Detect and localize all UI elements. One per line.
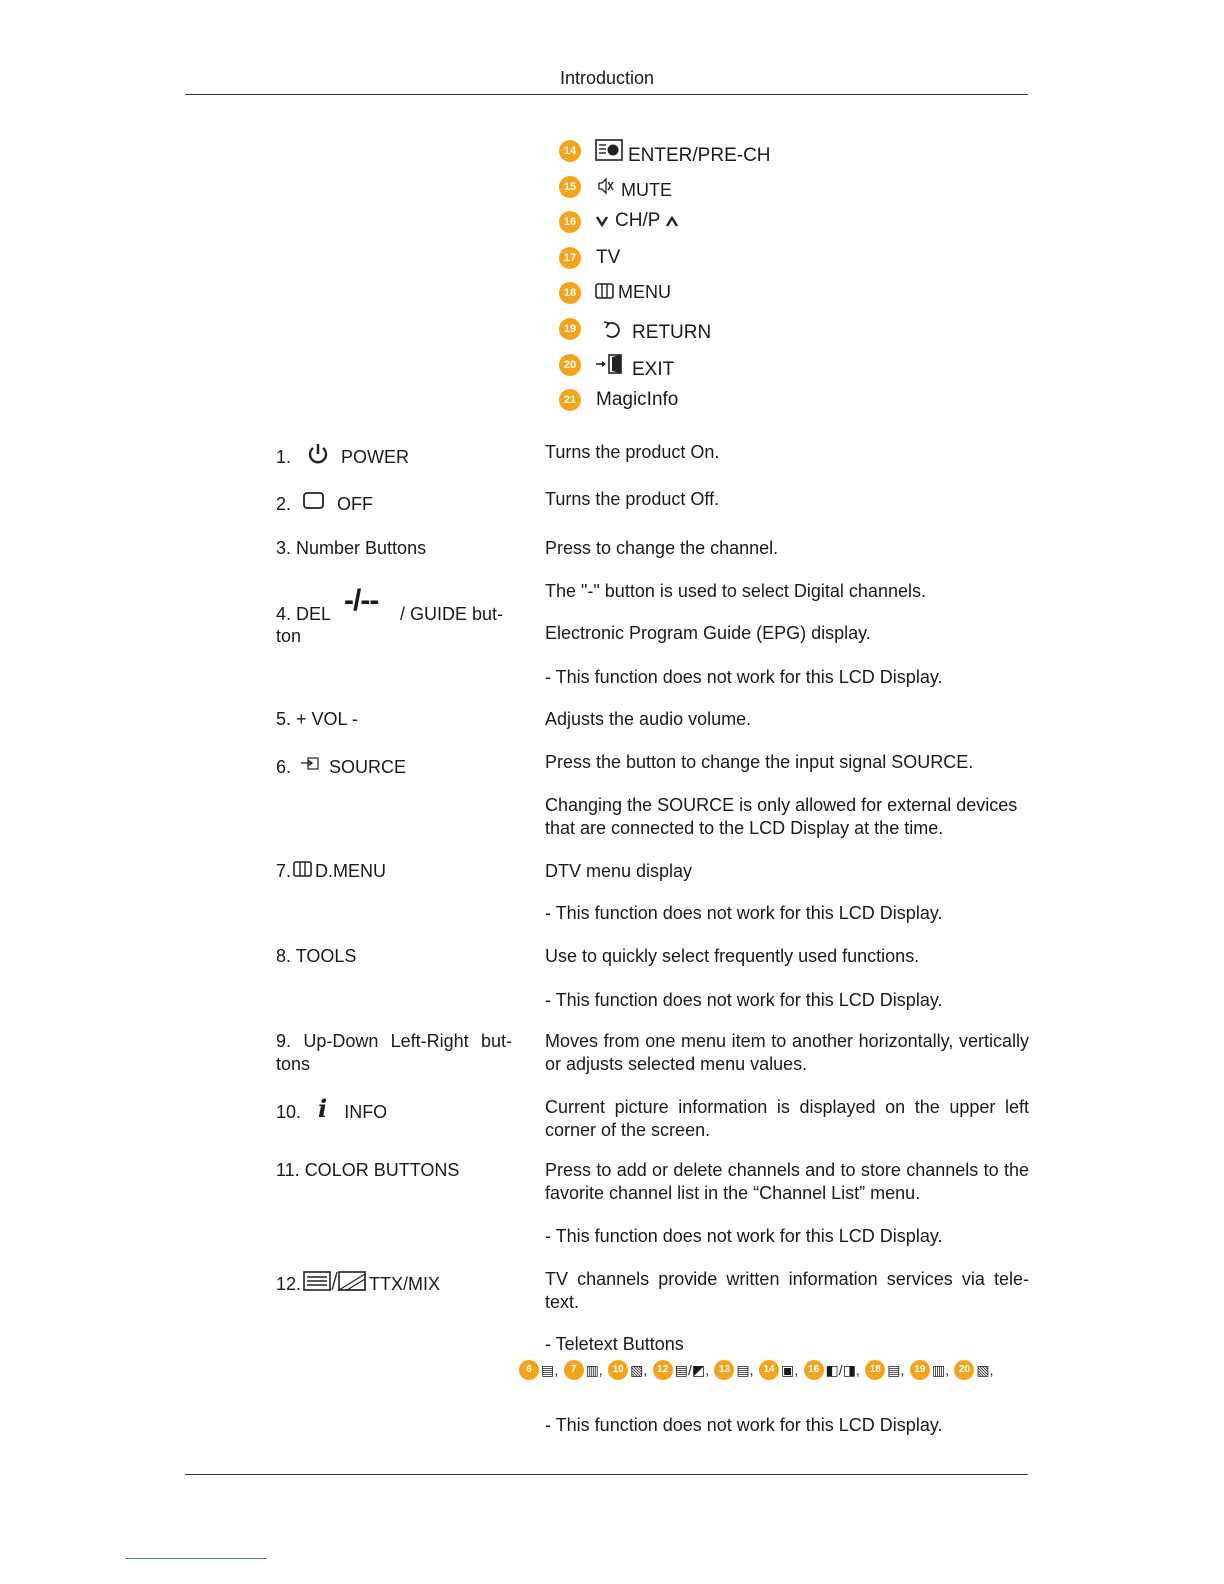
item-label-arrows: 9. Up-Down Left-Right but-tons xyxy=(276,1031,512,1074)
legend-label: EXIT xyxy=(632,359,675,380)
page-title: Introduction xyxy=(559,68,655,88)
source-icon xyxy=(300,756,320,772)
return-icon xyxy=(603,320,621,340)
item-desc: Current picture information is displayed on the upper left corner of the screen. xyxy=(545,1097,1029,1140)
item-desc-note: - This function does not work for this LCD Display. xyxy=(545,1226,943,1246)
exit-icon xyxy=(595,353,629,375)
item-desc: Turns the product Off. xyxy=(545,489,720,509)
teletext-button: 6 ▤, xyxy=(519,1360,558,1380)
legend-badge: 14 xyxy=(559,140,581,162)
teletext-button: 12 ▤/◩, xyxy=(653,1360,709,1380)
item-label-tools: 8. TOOLS xyxy=(276,946,357,966)
off-icon xyxy=(302,491,326,511)
teletext-icon: ▤, xyxy=(736,1361,754,1378)
item-desc: Moves from one menu item to another horizontally, vertically or adjusts selected menu values. xyxy=(545,1031,1029,1074)
item-label-vol: 5. + VOL - xyxy=(276,709,358,729)
item-label-power: 1. POWER xyxy=(276,446,512,469)
ttx-mix-icon xyxy=(303,1270,369,1292)
teletext-button: 16 ◧/◨, xyxy=(804,1360,860,1380)
legend-badge: 16 xyxy=(559,211,581,233)
item-desc: Press the button to change the input signal SOURCE. xyxy=(545,752,974,772)
info-icon: i xyxy=(318,1093,328,1123)
mute-icon xyxy=(597,177,615,195)
item-desc-note: - This function does not work for this LCD Display. xyxy=(545,990,943,1010)
item-desc-note: - This function does not work for this LCD Display. xyxy=(545,1415,943,1435)
item-desc: Adjusts the audio volume. xyxy=(545,709,752,729)
item-label-ttx-mix: 12. TTX/MIX xyxy=(276,1273,512,1296)
item-label-off: 2. OFF xyxy=(276,493,512,516)
item-desc: Turns the product On. xyxy=(545,442,720,462)
teletext-button: 7 ▥, xyxy=(564,1360,603,1380)
teletext-icon: ▤, xyxy=(541,1361,559,1378)
item-desc: - Teletext Buttons xyxy=(545,1334,684,1354)
legend-badge: 17 xyxy=(559,247,581,269)
menu-icon xyxy=(595,283,614,299)
legend-badge: 20 xyxy=(559,354,581,376)
item-label-source: 6. SOURCE xyxy=(276,757,407,777)
item-desc-note: - This function does not work for this LCD Display. xyxy=(545,903,943,923)
item-label-guide-cont: ton xyxy=(276,626,302,646)
teletext-button: 19 ▥, xyxy=(910,1360,949,1380)
legend-label: ENTER/PRE-CH xyxy=(628,145,771,166)
teletext-icon: ▧, xyxy=(976,1361,994,1378)
legend-badge: 18 xyxy=(559,282,581,304)
item-label-number-buttons: 3. Number Buttons xyxy=(276,538,427,558)
legend-label: CH/P xyxy=(615,210,661,231)
item-label-color-buttons: 11. COLOR BUTTONS xyxy=(276,1160,460,1180)
teletext-icon: ▤, xyxy=(887,1361,905,1378)
teletext-icon: ▣, xyxy=(781,1361,799,1378)
teletext-button: 13 ▤, xyxy=(714,1360,753,1380)
power-icon xyxy=(306,442,330,466)
item-desc: Changing the SOURCE is only allowed for external devices that are connected to the LCD Display at the time. xyxy=(545,795,1018,838)
legend-badge: 15 xyxy=(559,176,581,198)
footer-link-underline[interactable] xyxy=(125,1558,267,1559)
legend-label: MagicInfo xyxy=(596,389,679,410)
item-desc: Electronic Program Guide (EPG) display. xyxy=(545,623,871,643)
legend-label: TV xyxy=(596,247,621,268)
item-label-del-guide: 4. DEL xyxy=(276,604,332,624)
legend-label: MUTE xyxy=(621,180,672,200)
item-desc-note: - This function does not work for this LCD Display. xyxy=(545,667,943,687)
teletext-buttons-row xyxy=(519,1360,1059,1384)
legend-badge: 19 xyxy=(559,318,581,340)
footer-rule xyxy=(185,1474,1028,1475)
chevron-down-icon xyxy=(595,214,609,228)
teletext-icon: ▥, xyxy=(585,1361,603,1378)
teletext-icon: ◧/◨, xyxy=(825,1361,860,1378)
item-label-guide: / GUIDE but- xyxy=(400,604,504,624)
item-desc: The "-" button is used to select Digital channels. xyxy=(545,581,926,601)
teletext-icon: ▧, xyxy=(630,1361,648,1378)
item-desc: TV channels provide written information services via tele-text. xyxy=(545,1269,1029,1312)
item-label-info: 10. i INFO xyxy=(276,1093,388,1123)
item-desc: Use to quickly select frequently used functions. xyxy=(545,946,920,966)
teletext-button: 14 ▣, xyxy=(759,1360,798,1380)
teletext-icon: ▤/◩, xyxy=(674,1361,709,1378)
dmenu-icon xyxy=(293,861,313,878)
enter-icon xyxy=(595,139,623,161)
item-desc: DTV menu display xyxy=(545,861,693,881)
header-rule xyxy=(185,94,1028,95)
item-desc: Press to add or delete channels and to store channels to the favorite channel list in the “Channel List” menu. xyxy=(545,1160,1029,1203)
item-desc: Press to change the channel. xyxy=(545,538,779,558)
del-symbol: -/-- xyxy=(344,584,379,617)
legend-label: RETURN xyxy=(632,322,712,343)
chevron-up-icon xyxy=(665,214,679,228)
teletext-button: 18 ▤, xyxy=(865,1360,904,1380)
item-label-dmenu: 7. D.MENU xyxy=(276,861,387,881)
teletext-icon: ▥, xyxy=(931,1361,949,1378)
legend-badge: 21 xyxy=(559,389,581,411)
teletext-button: 10 ▧, xyxy=(608,1360,647,1380)
legend-label: MENU xyxy=(618,282,671,302)
teletext-button: 20 ▧, xyxy=(954,1360,993,1380)
